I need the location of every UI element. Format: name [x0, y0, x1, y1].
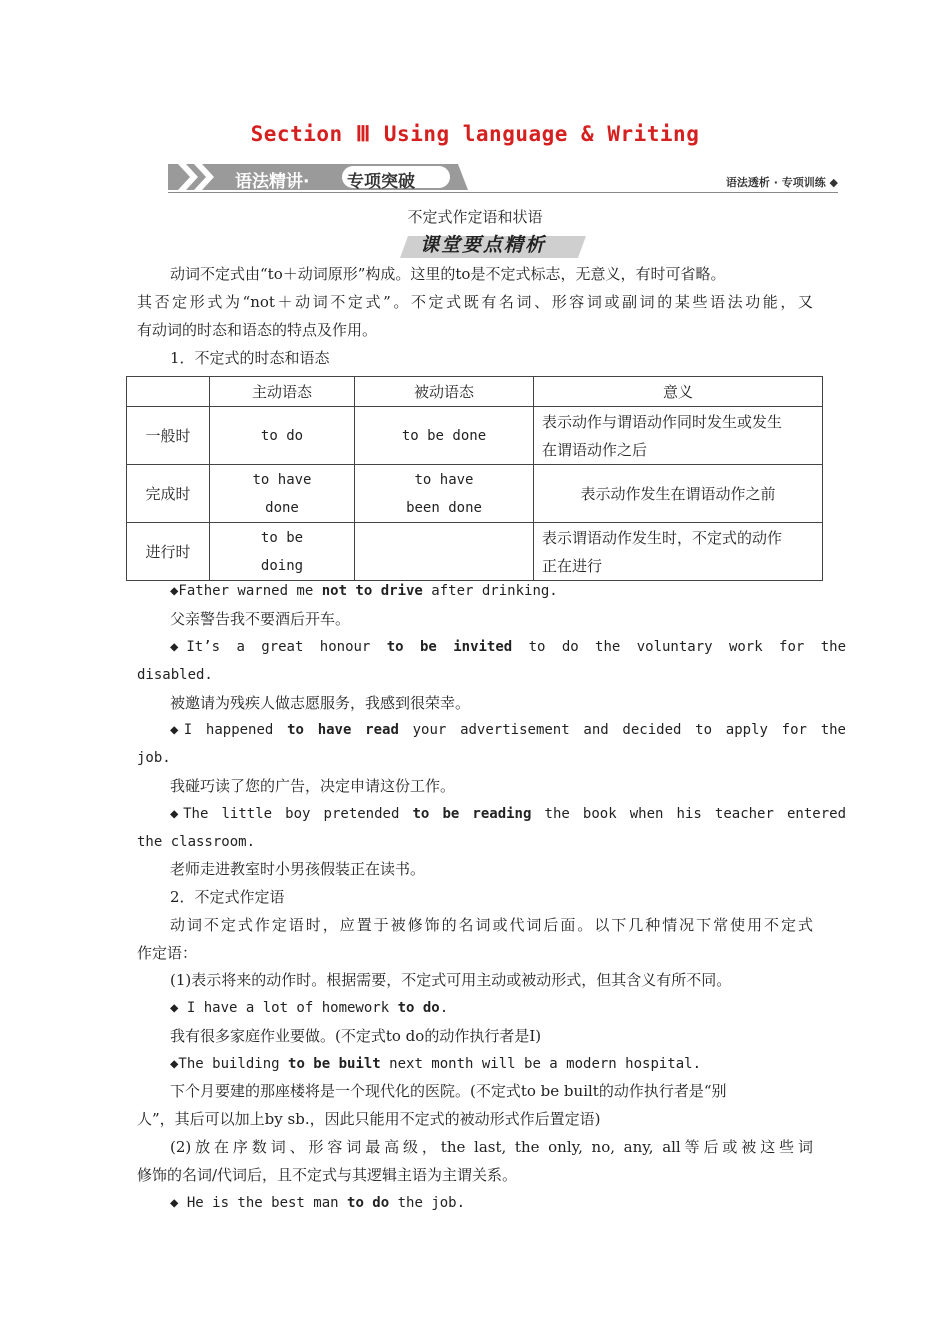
table-row — [127, 465, 823, 523]
example-4: ◆The little boy pretended to be reading the book when his teacher entered — [170, 806, 847, 822]
section-2-item-2-cont: 修饰的名词/代词后，且不定式与其逻辑主语为主谓关系。 — [137, 1166, 518, 1184]
table-header-cell: 主动语态 — [210, 377, 355, 407]
tense-cell: 完成时 — [127, 465, 210, 523]
active-cell: to be doing — [210, 523, 355, 581]
example-3-cont: job. — [137, 750, 171, 766]
example-3-translation: 我碰巧读了您的广告，决定申请这份工作。 — [170, 777, 456, 795]
intro-line-1: 动词不定式由“to＋动词原形”构成。这里的to是不定式标志，无意义，有时可省略。 — [170, 265, 726, 283]
tense-cell: 一般时 — [127, 407, 210, 465]
passive-cell: to have been done — [355, 465, 534, 523]
example-2-translation: 被邀请为残疾人做志愿服务，我感到很荣幸。 — [170, 694, 471, 712]
example-6-translation-2: 人”，其后可以加上by sb.，因此只能用不定式的被动形式作后置定语) — [137, 1110, 601, 1128]
intro-line-2: 其否定形式为“not＋动词不定式”。不定式既有名词、形容词或副词的某些语法功能，又 — [137, 293, 813, 311]
section-2-item-1: (1)表示将来的动作时。根据需要，不定式可用主动或被动形式，但其含义有所不同。 — [170, 971, 732, 989]
example-5-translation: 我有很多家庭作业要做。(不定式to do的动作执行者是I) — [170, 1027, 542, 1045]
example-6-translation-1: 下个月要建的那座楼将是一个现代化的医院。(不定式to be built的动作执行者是“别 — [170, 1082, 727, 1100]
section-2-para-2: 作定语： — [137, 944, 198, 962]
table-header-row — [127, 377, 823, 407]
table-header-cell — [127, 377, 210, 407]
section-2-item-2: (2)放在序数词、形容词最高级，the last, the only, no, any, all等后或被这些词 — [170, 1138, 813, 1156]
section-heading-1: 1．不定式的时态和语态 — [170, 349, 330, 367]
table-row — [127, 407, 823, 465]
example-4-cont: the classroom. — [137, 834, 256, 850]
example-4-translation: 老师走进教室时小男孩假装正在读书。 — [170, 860, 426, 878]
passive-cell: to be done — [355, 407, 534, 465]
example-1: ◆Father warned me not to drive after drinking. — [170, 583, 558, 599]
banner-graphic — [168, 160, 468, 194]
tense-voice-table — [126, 376, 823, 581]
example-7: ◆ He is the best man to do the job. — [170, 1195, 466, 1211]
example-1-translation: 父亲警告我不要酒后开车。 — [170, 610, 351, 628]
active-cell: to have done — [210, 465, 355, 523]
banner-note: 语法透析 · 专项训练 ◆ — [725, 176, 838, 189]
header-rule — [168, 192, 838, 193]
section-2-para-1: 动词不定式作定语时，应置于被修饰的名词或代词后面。以下几种情况下常使用不定式 — [170, 916, 813, 934]
banner-left-label: 语法精讲· — [235, 172, 310, 192]
tense-cell: 进行时 — [127, 523, 210, 581]
example-2: ◆It’s a great honour to be invited to do the voluntary work for the — [170, 639, 846, 655]
meaning-cell: 表示动作与谓语动作同时发生或发生 在谓语动作之后 — [534, 407, 823, 465]
example-6: ◆The building to be built next month will be a modern hospital. — [170, 1056, 702, 1072]
banner-right-label: 专项突破 — [347, 172, 415, 192]
section-heading-2: 2．不定式作定语 — [170, 888, 285, 906]
example-5: ◆ I have a lot of homework to do. — [170, 1000, 449, 1016]
table-header-cell: 被动语态 — [355, 377, 534, 407]
active-cell: to do — [210, 407, 355, 465]
intro-line-3: 有动词的时态和语态的特点及作用。 — [137, 321, 378, 339]
subtitle: 不定式作定语和状语 — [407, 208, 543, 226]
section-tag: 课堂要点精析 — [420, 234, 547, 256]
example-2-cont: disabled. — [137, 667, 213, 683]
meaning-cell: 表示谓语动作发生时，不定式的动作 正在进行 — [534, 523, 823, 581]
table-row — [127, 523, 823, 581]
meaning-cell: 表示动作发生在谓语动作之前 — [534, 465, 823, 523]
example-3: ◆I happened to have read your advertisement and decided to apply for the — [170, 722, 846, 738]
table-header-cell: 意义 — [534, 377, 823, 407]
section-title: Section Ⅲ Using language & Writing — [250, 122, 700, 146]
passive-cell — [355, 523, 534, 581]
